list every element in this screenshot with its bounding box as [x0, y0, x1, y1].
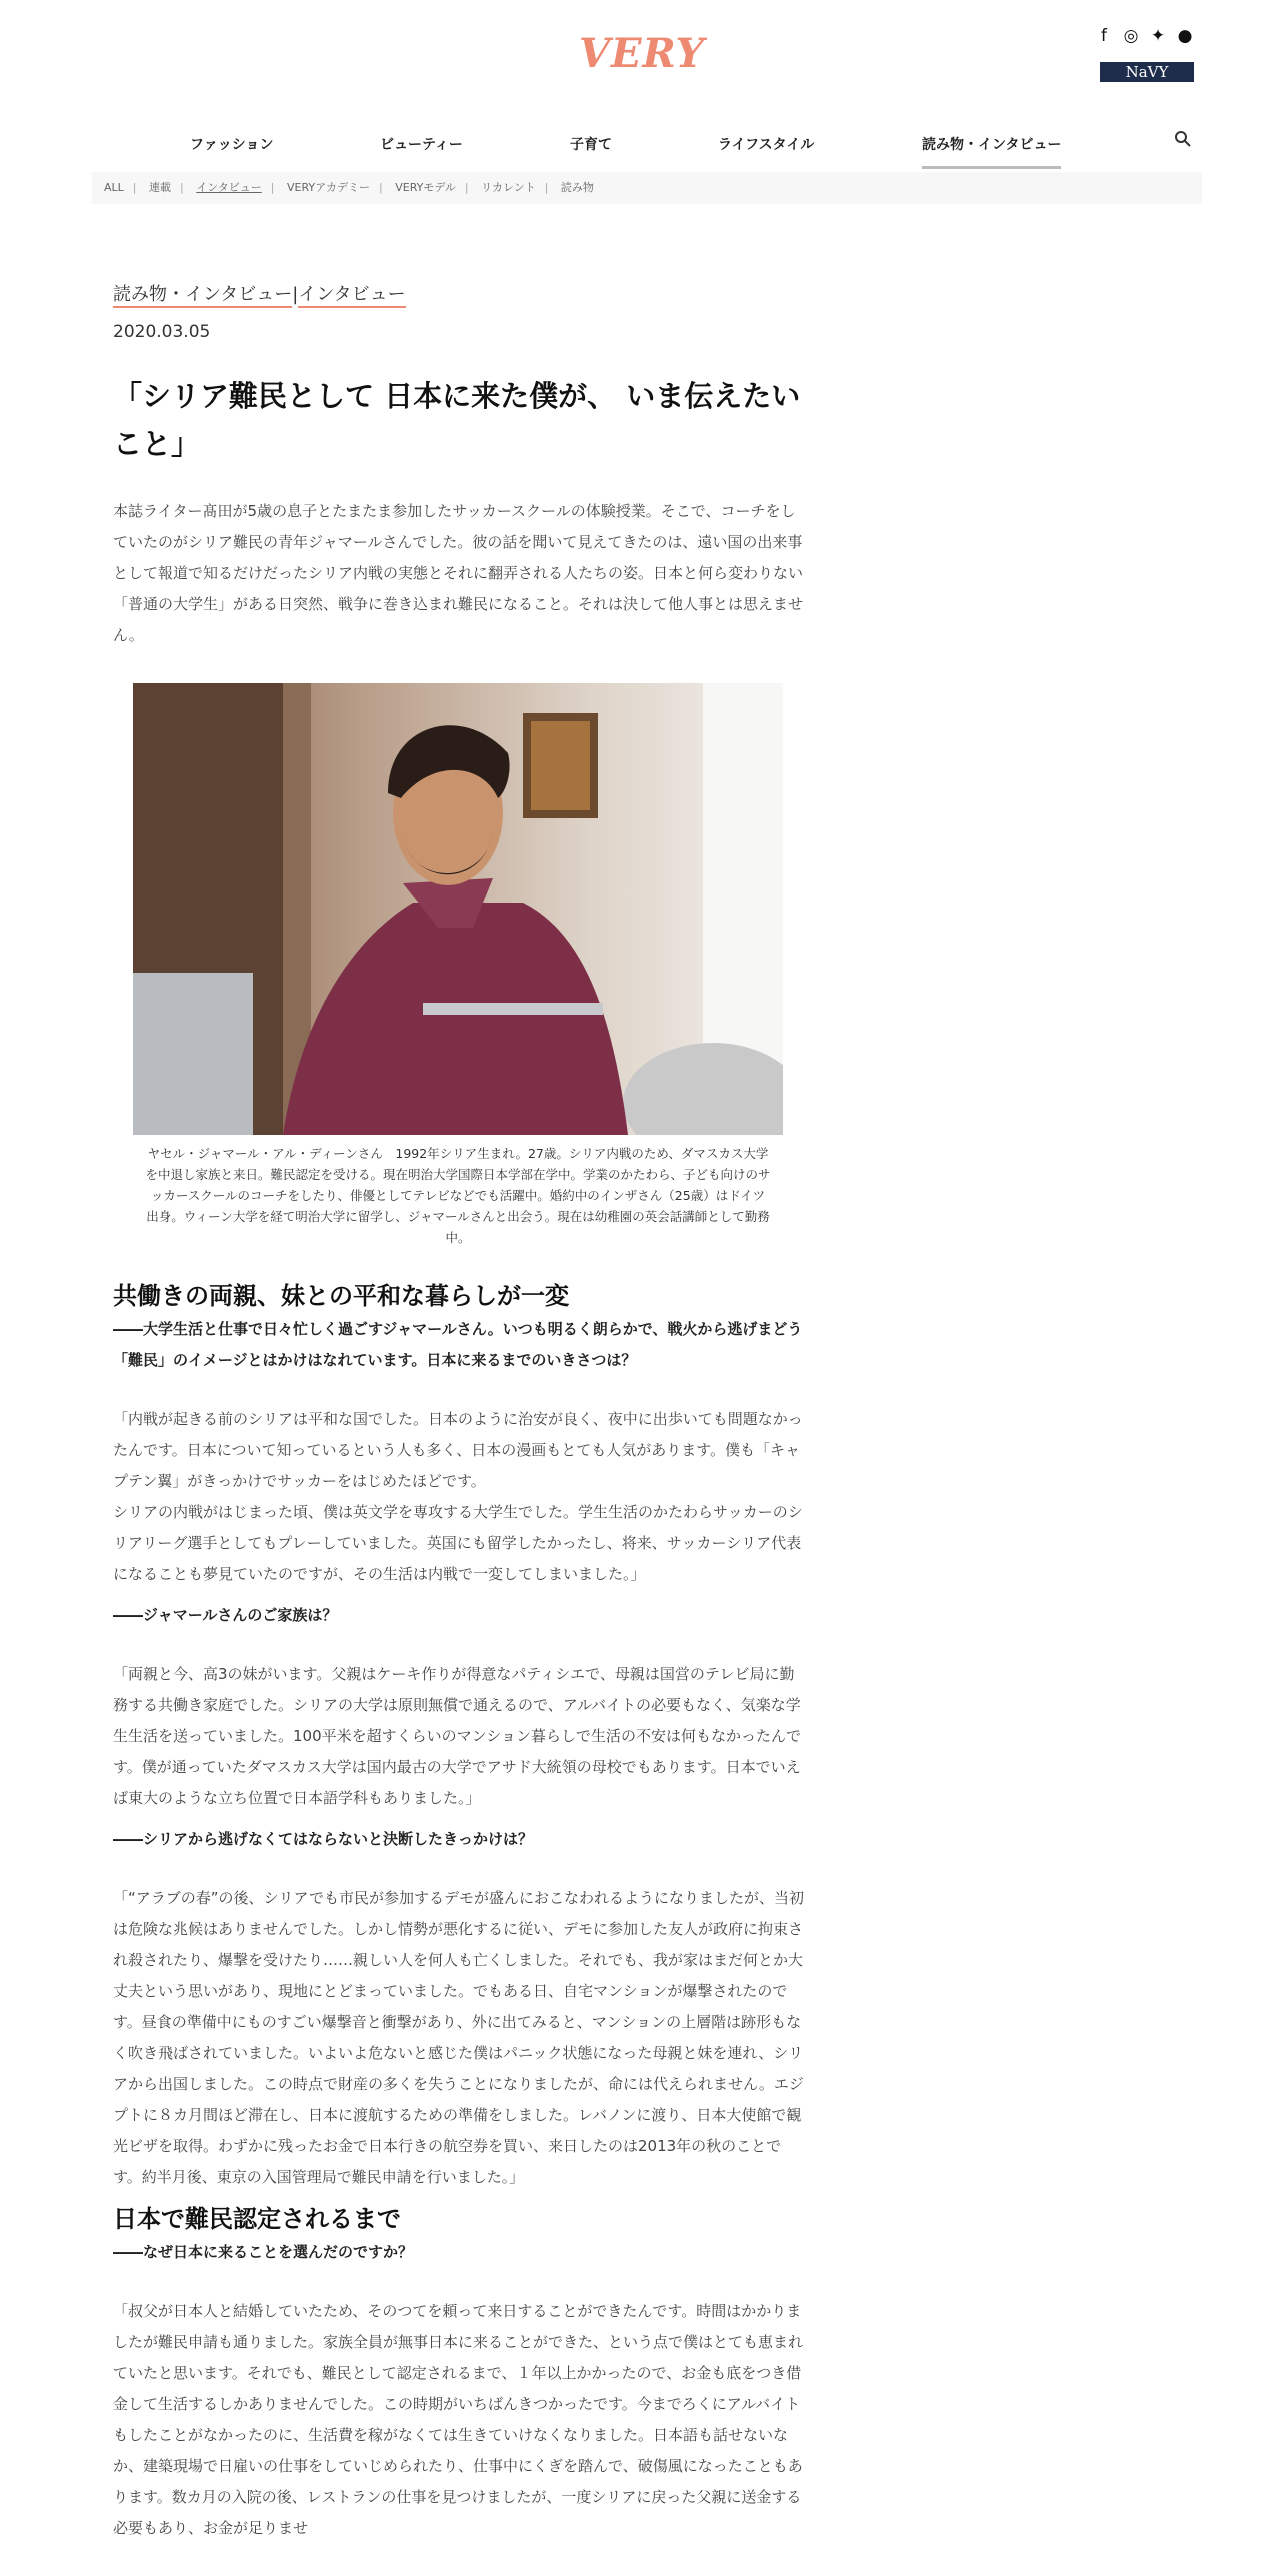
search-icon[interactable]: [1174, 130, 1192, 148]
article-figure: [133, 683, 783, 1248]
subnav-item-very-model[interactable]: VERYモデル: [395, 181, 456, 194]
twitter-icon[interactable]: ✦: [1150, 26, 1166, 46]
article-lead: 本誌ライター髙田が5歳の息子とたまたま参加したサッカースクールの体験授業。そこで、コーチをしていたのがシリア難民の青年ジャマールさんでした。彼の話を聞いて見えてきたのは、遠い国の出来事として報道で知るだけだったシリア内戦の実態とそれに翻弄される人たちの姿。日本と何ら変わりない「普通の大学生」がある日突然、戦争に巻き込まれ難民になること。それは決して他人事とは思えません。: [113, 502, 804, 644]
subnav-item-reading[interactable]: 読み物: [560, 181, 594, 194]
photo-caption: ヤセル・ジャマール・アル・ディーンさん 1992年シリア生まれ。27歳。シリア内戦のため、ダマスカス大学を中退し家族と来日。難民認定を受ける。現在明治大学国際日本学部在学中。学業のかたわら、子ども向けのサッカースクールのコーチをしたり、俳優としてテレビなどでも活躍中。婚約中のインザさん（25歳）はドイツ出身。ウィーン大学を経て明治大学に留学し、ジャマールさんと出会う。現在は幼稚園の英会話講師として勤務中。: [145, 1146, 771, 1245]
question-1: ――大学生活と仕事で日々忙しく過ごすジャマールさん。いつも明るく朗らかで、戦火から逃げまどう「難民」のイメージとはかけはなれています。日本に来るまでのいきさつは？: [113, 1320, 803, 1369]
nav-item-fashion[interactable]: ファッション: [190, 137, 274, 153]
sub-nav: ALL | 連載 | インタビュー | VERYアカデミー | VERYモデル | リカレント | 読み物: [92, 172, 1202, 204]
section-heading-1: 共働きの両親、妹との平和な暮らしが一変: [113, 1282, 569, 1310]
nav-item-beauty[interactable]: ビューティー: [380, 137, 463, 153]
main-nav: [92, 120, 1202, 173]
navy-badge[interactable]: NaVY: [1100, 62, 1194, 82]
nav-item-lifestyle[interactable]: ライフスタイル: [718, 137, 815, 153]
section-heading-2: 日本で難民認定されるまで: [113, 2205, 401, 2233]
breadcrumb: [113, 280, 805, 306]
article-date: 2020.03.05: [113, 322, 211, 342]
subnav-item-recurrent[interactable]: リカレント: [481, 181, 536, 194]
nav-item-reading-interview[interactable]: 読み物・インタビュー: [922, 134, 1061, 154]
question-3: ――シリアから逃げなくてはならないと決断したきっかけは？: [113, 1830, 534, 1848]
answer-1: 「内戦が起きる前のシリアは平和な国でした。日本のように治安が良く、夜中に出歩いても問題なかったんです。日本について知っているという人も多く、日本の漫画もとても人気があります。僕も「キャプテン翼」がきっかけでサッカーをはじめたほどです。 シリアの内戦がはじまった頃、僕は英文学を専攻する大学生でした。学生生活のかたわらサッカーのシリアリーグ選手としてもプレーしていました。英国にも留学したかったし、将来、サッカーシリア代表になることも夢見ていたのですが、その生活は内戦で一変してしまいました。」: [113, 1410, 803, 1583]
subnav-item-all[interactable]: ALL: [104, 181, 124, 194]
article: [113, 280, 805, 2544]
subnav-item-very-academy[interactable]: VERYアカデミー: [287, 181, 371, 194]
question-2: ――ジャマールさんのご家族は？: [113, 1606, 338, 1624]
answer-2: 「両親と今、高3の妹がいます。父親はケーキ作りが得意なパティシエで、母親は国営のテレビ局に勤務する共働き家庭でした。シリアの大学は原則無償で通えるので、アルバイトの必要もなく、気楽な学生生活を送っていました。100平米を超すくらいのマンション暮らしで生活の不安は何もなかったんです。僕が通っていたダマスカス大学は国内最古の大学でアサド大統領の母校でもあります。日本でいえば東大のような立ち位置で日本語学科もありました。」: [113, 1665, 801, 1807]
subnav-item-series[interactable]: 連載: [149, 181, 172, 194]
subnav-item-interview[interactable]: インタビュー: [196, 181, 262, 194]
interview-photo: [133, 683, 783, 1135]
breadcrumb-separator: |: [292, 284, 299, 305]
nav-item-parenting[interactable]: 子育て: [570, 137, 612, 153]
breadcrumb-interview[interactable]: インタビュー: [298, 284, 405, 308]
instagram-icon[interactable]: ◎: [1123, 26, 1139, 46]
article-title: 「シリア難民として 日本に来た僕が、 いま伝えたいこと」: [113, 379, 801, 461]
social-links: [1095, 26, 1194, 46]
breadcrumb-reading-interview[interactable]: 読み物・インタビュー: [113, 284, 292, 308]
site-header: [0, 0, 1284, 120]
answer-3: 「“アラブの春”の後、シリアでも市民が参加するデモが盛んにおこなわれるようになりましたが、当初は危険な兆候はありませんでした。しかし情勢が悪化するに従い、デモに参加した友人が政府に拘束され殺されたり、爆撃を受けたり……親しい人を何人も亡くしました。それでも、我が家はまだ何とか大丈夫という思いがあり、現地にとどまっていました。でもある日、自宅マンションが爆撃されたのです。昼食の準備中にものすごい爆撃音と衝撃があり、外に出てみると、マンションの上層階は跡形もなく吹き飛ばされていました。いよいよ危ないと感じた僕はパニック状態になった母親と妹を連れ、シリアから出国しました。この時点で財産の多くを失うことになりましたが、命には代えられません。エジプトに８カ月間ほど滞在し、日本に渡航するための準備をしました。レバノンに渡り、日本大使館で観光ビザを取得。わずかに残ったお金で日本行きの航空券を買い、来日したのは2013年の秋のことです。約半月後、東京の入国管理局で難民申請を行いました。」: [113, 1889, 804, 2186]
site-logo[interactable]: VERY: [578, 30, 706, 77]
question-4: ――なぜ日本に来ることを選んだのですか？: [113, 2243, 414, 2261]
answer-4: 「叔父が日本人と結婚していたため、そのつてを頼って来日することができたんです。時間はかかりましたが難民申請も通りました。家族全員が無事日本に来ることができた、という点で僕はとても恵まれていたと思います。それでも、難民として認定されるまで、１年以上かかったので、お金も底をつき借金して生活するしかありませんでした。この時期がいちばんきつかったです。今までろくにアルバイトもしたことがなかったのに、生活費を稼がなくては生きていけなくなりました。日本語も話せないなか、建築現場で日雇いの仕事をしていじめられたり、仕事中にくぎを踏んで、破傷風になったこともあります。数カ月の入院の後、レストランの仕事を見つけましたが、一度シリアに戻った父親に送金する必要もあり、お金が足りませ: [113, 2302, 804, 2537]
facebook-icon[interactable]: f: [1101, 26, 1107, 46]
line-icon[interactable]: ●: [1177, 26, 1193, 46]
